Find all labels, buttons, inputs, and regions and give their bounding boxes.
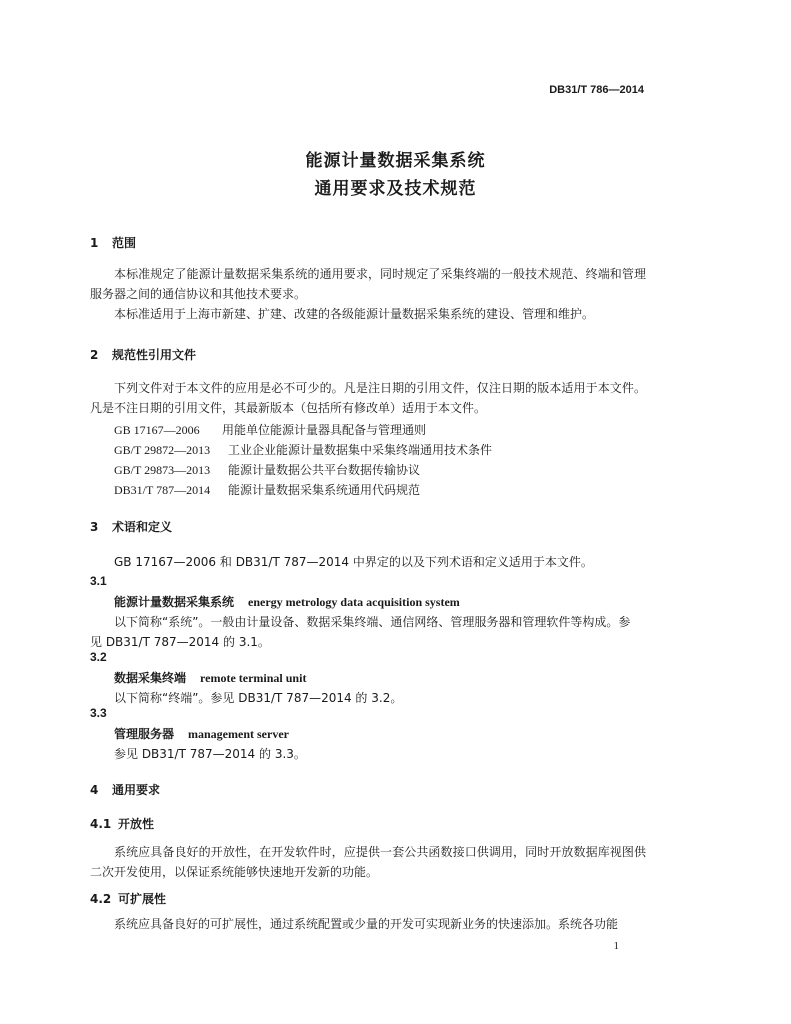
- reference-title: 用能单位能源计量器具配备与管理通则: [222, 423, 427, 437]
- subsection-title: 开放性: [118, 817, 155, 831]
- term-heading: [114, 593, 460, 610]
- section-3-heading: [90, 518, 172, 535]
- term-heading: [114, 669, 306, 686]
- section-2-paragraph-1: 下列文件对于本文件的应用是必不可少的。凡是注日期的引用文件，仅注日期的版本适用于本文件。凡是不注日期的引用文件，其最新版本（包括所有修改单）适用于本文件。: [90, 381, 646, 415]
- section-title: 术语和定义: [112, 520, 173, 534]
- reference-code: DB31/T 787—2014: [114, 483, 211, 497]
- subsection-4-2-paragraph: 系统应具备良好的可扩展性，通过系统配置或少量的开发可实现新业务的快速添加。系统各功能: [114, 917, 619, 931]
- reference-item: [114, 421, 426, 438]
- section-1-paragraph-1: 本标准规定了能源计量数据采集系统的通用要求，同时规定了采集终端的一般技术规范、终端和管理服务器之间的通信协议和其他技术要求。: [90, 267, 646, 301]
- term-chinese: 数据采集终端: [114, 671, 187, 685]
- section-1-heading: [90, 234, 136, 251]
- subsection-4-1-paragraph: 系统应具备良好的开放性，在开发软件时，应提供一套公共函数接口供调用，同时开放数据库视图供二次开发使用，以保证系统能够快速地开发新的功能。: [90, 845, 646, 879]
- term-definition: 以下简称“终端”。参见 DB31/T 787—2014 的 3.2。: [114, 691, 403, 705]
- term-heading: [114, 725, 289, 742]
- term-chinese: 能源计量数据采集系统: [114, 595, 235, 609]
- term-number: 3.1: [90, 574, 107, 588]
- document-title-line2: 通用要求及技术规范: [314, 179, 477, 199]
- section-4-heading: [90, 781, 160, 798]
- subsection-title: 可扩展性: [118, 892, 167, 906]
- section-3-intro: GB 17167—2006 和 DB31/T 787—2014 中界定的以及下列术语和定义适用于本文件。: [114, 555, 593, 569]
- section-number: 2: [90, 348, 99, 362]
- term-definition-cont: 见 DB31/T 787—2014 的 3.1。: [90, 635, 270, 649]
- document-title-line1: 能源计量数据采集系统: [305, 151, 486, 171]
- term-definition: 参见 DB31/T 787—2014 的 3.3。: [114, 747, 306, 761]
- term-chinese: 管理服务器: [114, 727, 175, 741]
- subsection-number: 4.2: [90, 892, 112, 906]
- section-title: 规范性引用文件: [112, 348, 197, 362]
- section-title: 通用要求: [112, 783, 161, 797]
- reference-code: GB/T 29873—2013: [114, 463, 211, 477]
- term-definition: 以下简称“系统”。一般由计量设备、数据采集终端、通信网络、管理服务器和管理软件等构成。参: [114, 615, 631, 629]
- reference-item: [114, 481, 420, 498]
- reference-title: 能源计量数据公共平台数据传输协议: [228, 463, 421, 477]
- term-english: energy metrology data acquisition system: [248, 595, 460, 609]
- section-number: 4: [90, 783, 99, 797]
- subsection-4-2-heading: [90, 890, 166, 907]
- section-2-heading: [90, 346, 196, 363]
- reference-title: 工业企业能源计量数据集中采集终端通用技术条件: [228, 443, 493, 457]
- reference-title: 能源计量数据采集系统通用代码规范: [228, 483, 421, 497]
- standard-number: DB31/T 786—2014: [549, 84, 644, 96]
- reference-item: [114, 441, 492, 458]
- subsection-number: 4.1: [90, 817, 112, 831]
- reference-item: [114, 461, 420, 478]
- subsection-4-1-heading: [90, 815, 154, 832]
- reference-code: GB 17167—2006: [114, 423, 200, 437]
- term-english: management server: [188, 727, 289, 741]
- term-number: 3.3: [90, 706, 107, 720]
- section-number: 1: [90, 236, 99, 250]
- reference-code: GB/T 29872—2013: [114, 443, 211, 457]
- page-number: 1: [613, 940, 619, 952]
- section-1-paragraph-2: 本标准适用于上海市新建、扩建、改建的各级能源计量数据采集系统的建设、管理和维护。: [114, 307, 595, 321]
- section-number: 3: [90, 520, 99, 534]
- term-english: remote terminal unit: [200, 671, 307, 685]
- term-number: 3.2: [90, 650, 107, 664]
- section-title: 范围: [112, 236, 137, 250]
